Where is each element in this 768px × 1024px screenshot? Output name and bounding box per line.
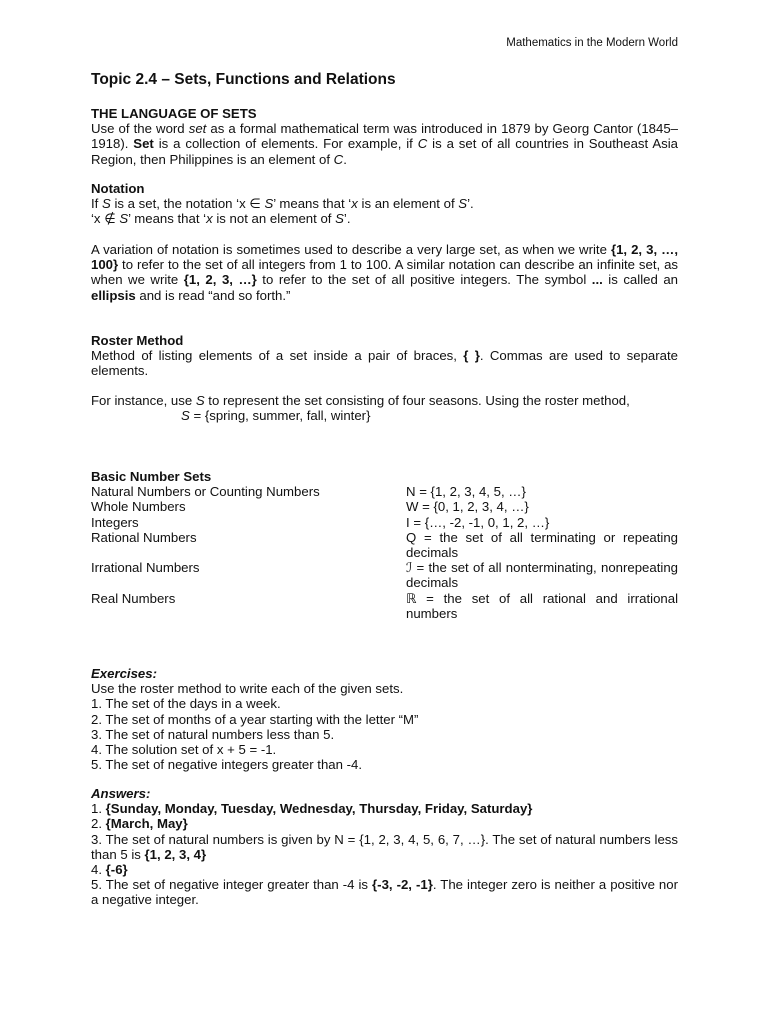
text: { }	[463, 348, 480, 364]
text: S	[264, 196, 274, 212]
set-definition: I = {…, -2, -1, 0, 1, 2, …}	[406, 514, 550, 530]
text: is a collection of elements. For example, if	[153, 136, 418, 152]
list-item: 5. The set of negative integers greater than -4.	[91, 757, 363, 773]
text: S	[458, 196, 468, 212]
text: {-6}	[105, 862, 128, 878]
set-definition: ℝ = the set of all rational and irrational numbers	[406, 590, 678, 621]
set-definition: ℐ = the set of all nonterminating, nonrepeating decimals	[406, 560, 678, 591]
text: ’ means that ‘	[128, 211, 207, 227]
answer-item	[91, 832, 678, 862]
text: Set	[133, 136, 154, 152]
text: 4.	[91, 862, 106, 878]
section-notation	[91, 181, 678, 227]
section-heading: Answers:	[91, 786, 151, 801]
text: .	[343, 151, 347, 167]
text: to represent the set consisting of four seasons. Using the roster method,	[204, 393, 630, 408]
answer-item	[91, 862, 678, 877]
set-name: Rational Numbers	[91, 529, 197, 545]
text: is not an element of	[212, 211, 336, 227]
notation-line-not-element	[91, 211, 678, 226]
list-item: 4. The solution set of x + 5 = -1.	[91, 742, 277, 758]
text: = {spring, summer, fall, winter}	[189, 408, 371, 424]
text: If	[91, 196, 102, 212]
text: ’.	[467, 196, 474, 212]
notation-line-element	[91, 196, 678, 211]
section-roster-method	[91, 333, 678, 379]
text: set	[188, 121, 207, 137]
set-name: Irrational Numbers	[91, 560, 200, 576]
text: {1, 2, 3, …, 100}	[91, 242, 678, 273]
section-exercises	[91, 666, 678, 772]
text: to refer to the set of all positive integers. The symbol	[256, 272, 592, 288]
text: ...	[591, 272, 603, 288]
section-language-of-sets	[91, 106, 678, 167]
text: ellipsis	[91, 287, 136, 303]
text: is a set, the notation ‘x ∈	[110, 196, 265, 212]
roster-example	[91, 393, 678, 423]
text: 2.	[91, 816, 106, 832]
text: and is read “and so forth.”	[135, 287, 291, 303]
answer-item	[91, 816, 678, 831]
table-row	[91, 484, 678, 499]
text: S	[195, 393, 205, 408]
page-title: Topic 2.4 – Sets, Functions and Relations	[91, 71, 396, 88]
text: is a set of all countries in Southeast Asia Region, then Philippines is an element of	[91, 136, 678, 167]
text: {Sunday, Monday, Tuesday, Wednesday, Thursday, Friday, Saturday}	[105, 801, 533, 817]
section-heading: Notation	[91, 181, 145, 196]
text: to refer to the set of all integers from 1 to 100. A similar notation can describe an infinite set, as when we write	[91, 257, 678, 288]
running-header: Mathematics in the Modern World	[506, 37, 678, 49]
text: 5. The set of negative integer greater than -4 is	[91, 877, 373, 893]
text: For instance, use	[91, 393, 196, 408]
roster-example-set	[91, 408, 678, 423]
section-answers	[91, 786, 678, 908]
text: {-3, -2, -1}	[372, 877, 433, 893]
text: 1.	[91, 801, 106, 817]
set-name: Whole Numbers	[91, 499, 186, 515]
answer-item	[91, 801, 678, 816]
exercise-intro: Use the roster method to write each of the given sets.	[91, 681, 404, 697]
table-row	[91, 499, 678, 514]
text: x	[206, 211, 213, 227]
text: is called an	[602, 272, 678, 288]
text: {1, 2, 3, …}	[183, 272, 257, 288]
text: 3. The set of natural numbers is given by N = {1, 2, 3, 4, 5, 6, 7, …}. The set of natural numbers less than 5 is	[91, 831, 678, 862]
table-row	[91, 560, 678, 590]
text: ‘x ∉	[91, 211, 120, 227]
text: S	[335, 211, 344, 227]
section-heading: THE LANGUAGE OF SETS	[91, 106, 257, 121]
text: C	[417, 136, 428, 152]
set-name: Real Numbers	[91, 590, 176, 606]
table-row	[91, 591, 678, 621]
paragraph-variation	[91, 242, 678, 303]
paragraph	[91, 348, 678, 378]
text: C	[333, 151, 344, 167]
text: . The integer zero is neither a positive nor a negative integer.	[91, 877, 678, 908]
text: Use of the word	[91, 121, 189, 137]
text: {March, May}	[105, 816, 188, 832]
set-name: Integers	[91, 514, 139, 530]
section-heading: Roster Method	[91, 333, 184, 348]
paragraph	[91, 393, 678, 408]
text: S	[102, 196, 111, 212]
text: x	[351, 196, 358, 212]
list-item: 3. The set of natural numbers less than 5.	[91, 726, 335, 742]
list-item: 1. The set of the days in a week.	[91, 696, 281, 712]
answer-item	[91, 877, 678, 907]
paragraph	[91, 121, 678, 167]
text: {1, 2, 3, 4}	[144, 846, 207, 862]
text: ’.	[343, 211, 351, 227]
section-basic-number-sets	[91, 469, 678, 621]
set-definition: W = {0, 1, 2, 3, 4, …}	[406, 499, 529, 515]
section-heading: Exercises:	[91, 666, 157, 681]
section-heading: Basic Number Sets	[91, 469, 212, 484]
table-row	[91, 515, 678, 530]
table-row	[91, 530, 678, 560]
text: as a formal mathematical term was introduced in 1879 by Georg Cantor (1845–1918).	[91, 121, 678, 152]
number-sets-table	[91, 484, 678, 621]
text: S	[119, 211, 129, 227]
text: Method of listing elements of a set inside a pair of braces,	[91, 348, 464, 364]
set-definition: N = {1, 2, 3, 4, 5, …}	[406, 484, 526, 500]
text: S	[181, 408, 190, 424]
set-name: Natural Numbers or Counting Numbers	[91, 484, 320, 500]
set-definition: Q = the set of all terminating or repeating decimals	[406, 529, 678, 561]
text: . Commas are used to separate elements.	[91, 348, 678, 379]
text: is an element of	[357, 196, 459, 212]
text: ’ means that ‘	[273, 196, 352, 212]
list-item: 2. The set of months of a year starting with the letter “M”	[91, 711, 419, 727]
text: A variation of notation is sometimes used to describe a very large set, as when we write	[91, 242, 611, 257]
